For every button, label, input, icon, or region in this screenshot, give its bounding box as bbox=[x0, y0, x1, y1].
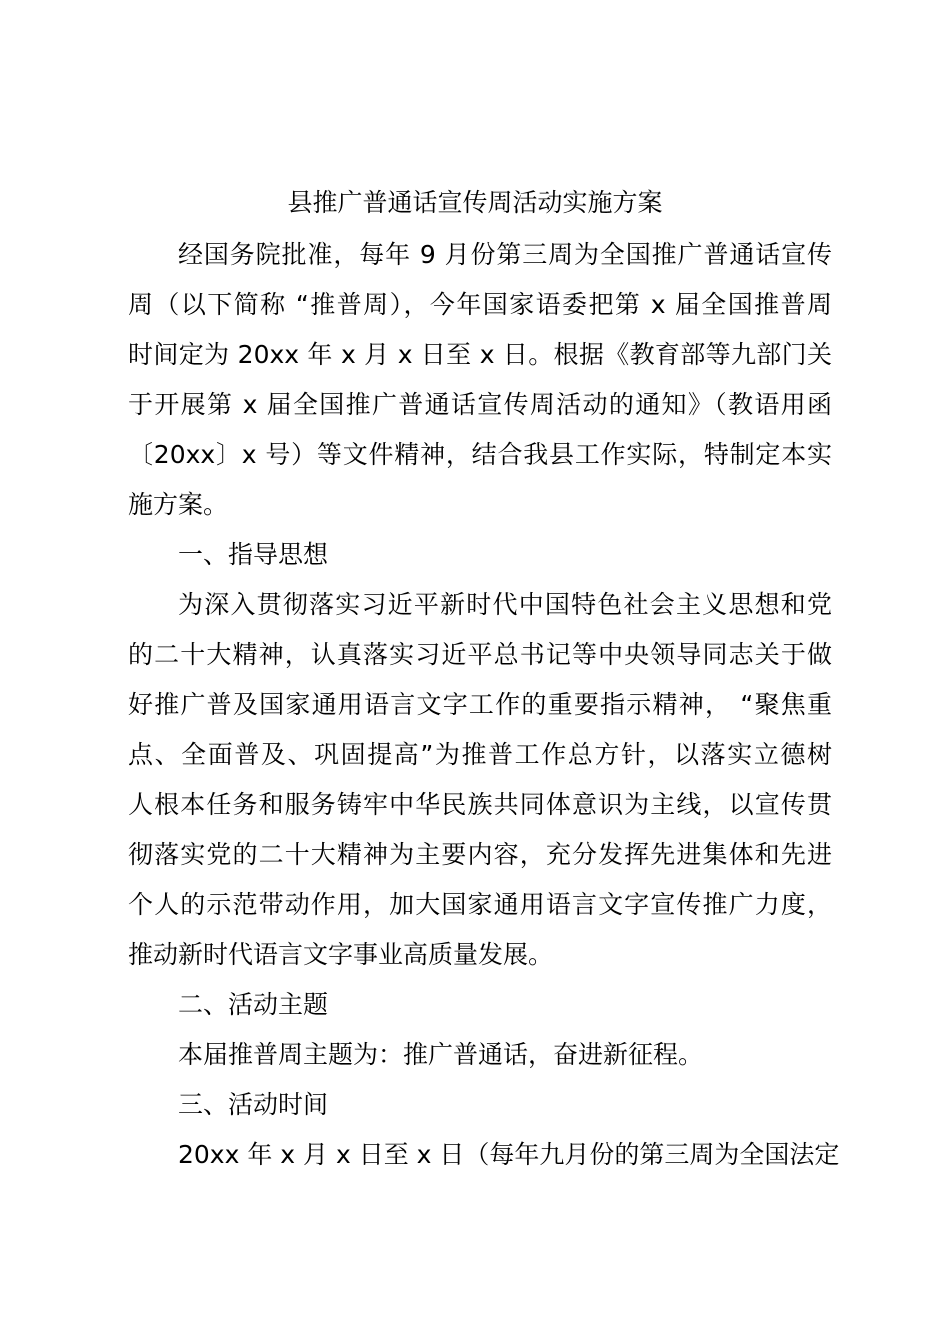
paragraph-intro-line-6: 施方案。 bbox=[128, 490, 229, 519]
paragraph-intro-line-3: 时间定为 20xx 年 x 月 x 日至 x 日。根据《教育部等九部门关 bbox=[128, 340, 832, 369]
paragraph-intro-line-5: 〔20xx〕x 号）等文件精神，结合我县工作实际，特制定本实 bbox=[128, 440, 832, 469]
document-title: 县推广普通话宣传周活动实施方案 bbox=[287, 188, 663, 217]
paragraph-intro-line-1: 经国务院批准，每年 9 月份第三周为全国推广普通话宣传 bbox=[178, 240, 832, 269]
section-heading-activity-theme: 二、活动主题 bbox=[178, 990, 329, 1019]
paragraph-theme-line-1: 本届推普周主题为：推广普通话，奋进新征程。 bbox=[178, 1040, 704, 1069]
section-heading-activity-time: 三、活动时间 bbox=[178, 1090, 329, 1119]
paragraph-guiding-line-2: 的二十大精神，认真落实习近平总书记等中央领导同志关于做 bbox=[128, 640, 832, 669]
paragraph-intro-line-2: 周（以下简称 “推普周），今年国家语委把第 x 届全国推普周 bbox=[128, 290, 832, 319]
paragraph-guiding-line-4: 点、全面普及、巩固提高”为推普工作总方针，以落实立德树 bbox=[128, 740, 832, 769]
paragraph-guiding-line-5: 人根本任务和服务铸牢中华民族共同体意识为主线，以宣传贯 bbox=[128, 790, 832, 819]
paragraph-guiding-line-7: 个人的示范带动作用，加大国家通用语言文字宣传推广力度， bbox=[128, 890, 832, 919]
paragraph-guiding-line-8: 推动新时代语言文字事业高质量发展。 bbox=[128, 940, 554, 969]
paragraph-intro-line-4: 于开展第 x 届全国推广普通话宣传周活动的通知》（教语用函 bbox=[128, 390, 832, 419]
section-heading-guiding-thought: 一、指导思想 bbox=[178, 540, 329, 569]
paragraph-guiding-line-6: 彻落实党的二十大精神为主要内容，充分发挥先进集体和先进 bbox=[128, 840, 832, 869]
paragraph-guiding-line-3: 好推广普及国家通用语言文字工作的重要指示精神， “聚焦重 bbox=[128, 690, 832, 719]
paragraph-time-line-1: 20xx 年 x 月 x 日至 x 日（每年九月份的第三周为全国法定 bbox=[178, 1140, 840, 1169]
paragraph-guiding-line-1: 为深入贯彻落实习近平新时代中国特色社会主义思想和党 bbox=[178, 590, 832, 619]
